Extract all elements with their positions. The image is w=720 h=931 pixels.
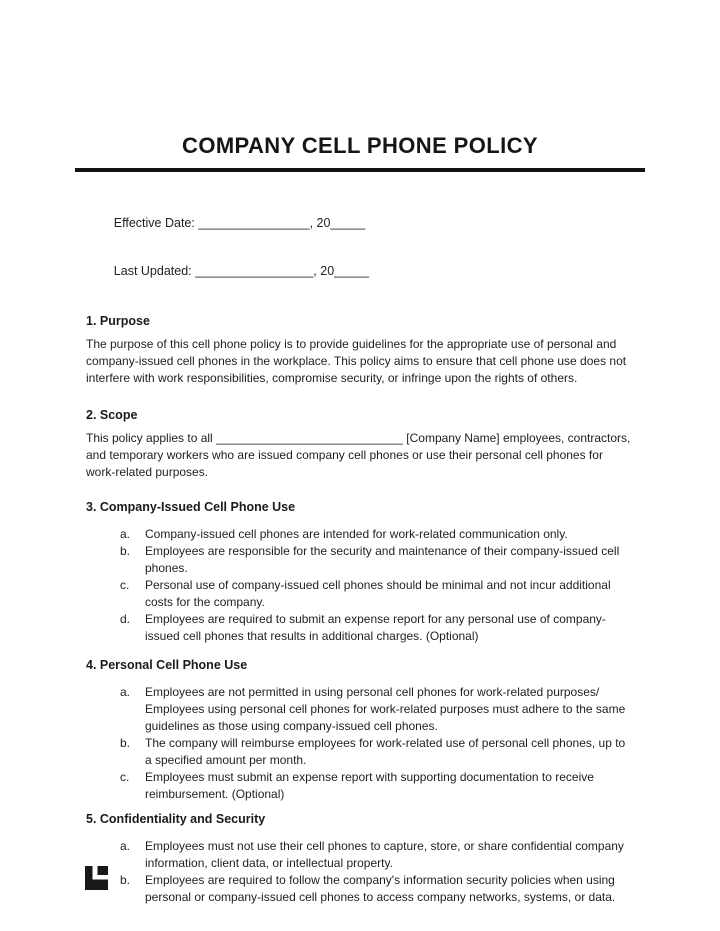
list-item-text: Personal use of company-issued cell phones should be minimal and not incur additional costs for the company.	[145, 578, 611, 609]
list-item-marker: d.	[120, 612, 131, 626]
last-updated-label: Last Updated:	[113, 264, 196, 278]
scope-text-after: [Company Name] employees, contractors, and temporary workers who are issued company cell phones or use their personal cell phones for work-related purposes.	[86, 431, 634, 479]
scope-text-before: This policy applies to all	[86, 431, 217, 445]
effective-date-line	[86, 199, 634, 247]
section-scope	[86, 408, 634, 481]
list-item-marker: a.	[120, 527, 131, 541]
list-item	[86, 872, 634, 906]
lettered-list	[86, 684, 634, 803]
list-item-marker: a.	[120, 839, 131, 853]
date-block	[86, 199, 634, 295]
section-heading: 4. Personal Cell Phone Use	[86, 658, 248, 672]
list-item	[86, 838, 634, 872]
list-item	[86, 611, 634, 645]
lettered-list	[86, 526, 634, 645]
list-item	[86, 526, 634, 543]
section-paragraph	[86, 430, 634, 481]
last-updated-line	[86, 247, 634, 295]
section-paragraph: The purpose of this cell phone policy is to provide guidelines for the appropriate use of personal and company-issued cell phones in the workplace. This policy aims to ensure that cell phone use does not interfere with work responsibilities, compromise security, or infringe upon the rights of others.	[86, 337, 630, 385]
company-name-blank: ____________________________	[216, 431, 403, 445]
section-confidentiality-security	[86, 812, 634, 906]
section-heading: 2. Scope	[86, 408, 138, 422]
effective-date-blank: ________________	[198, 216, 310, 230]
section-heading: 1. Purpose	[86, 314, 150, 328]
list-item-marker: c.	[120, 770, 130, 784]
lettered-list	[86, 838, 634, 906]
legal-templates-logo-icon	[85, 866, 108, 890]
list-item	[86, 684, 634, 735]
list-item-text: Employees are required to submit an expense report for any personal use of company-issued cell phones that results in additional charges. (Optional)	[145, 612, 606, 643]
list-item	[86, 769, 634, 803]
list-item-text: Employees are responsible for the security and maintenance of their company-issued cell phones.	[145, 544, 620, 575]
list-item-text: Employees are not permitted in using personal cell phones for work-related purposes/ Employees using personal cell phones for work-related purposes must adhere to the same guidelines as those using company-issued cell phones.	[145, 685, 626, 733]
title-divider	[75, 168, 645, 172]
section-heading: 3. Company-Issued Cell Phone Use	[86, 500, 296, 514]
section-company-issued-use	[86, 500, 634, 645]
list-item-text: The company will reimburse employees for work-related use of personal cell phones, up to a specified amount per month.	[145, 736, 626, 767]
list-item	[86, 577, 634, 611]
list-item-text: Employees are required to follow the company's information security policies when using personal or company-issued cell phones to access company networks, systems, or data.	[145, 873, 616, 904]
list-item-marker: b.	[120, 873, 131, 887]
section-heading: 5. Confidentiality and Security	[86, 812, 266, 826]
section-purpose	[86, 314, 634, 387]
list-item-marker: b.	[120, 544, 131, 558]
list-item	[86, 735, 634, 769]
list-item-text: Company-issued cell phones are intended for work-related communication only.	[145, 527, 568, 541]
last-updated-year-blank: , 20_____	[313, 264, 369, 278]
section-personal-use	[86, 658, 634, 803]
last-updated-blank: _________________	[195, 264, 314, 278]
effective-date-year-blank: , 20_____	[309, 216, 366, 230]
list-item-text: Employees must not use their cell phones to capture, store, or share confidential company information, client data, or intellectual property.	[145, 839, 624, 870]
list-item-marker: b.	[120, 736, 131, 750]
page-title: COMPANY CELL PHONE POLICY	[182, 133, 538, 158]
effective-date-label: Effective Date:	[113, 216, 199, 230]
list-item-text: Employees must submit an expense report with supporting documentation to receive reimbursement. (Optional)	[145, 770, 594, 801]
list-item-marker: a.	[120, 685, 131, 699]
list-item-marker: c.	[120, 578, 130, 592]
list-item	[86, 543, 634, 577]
